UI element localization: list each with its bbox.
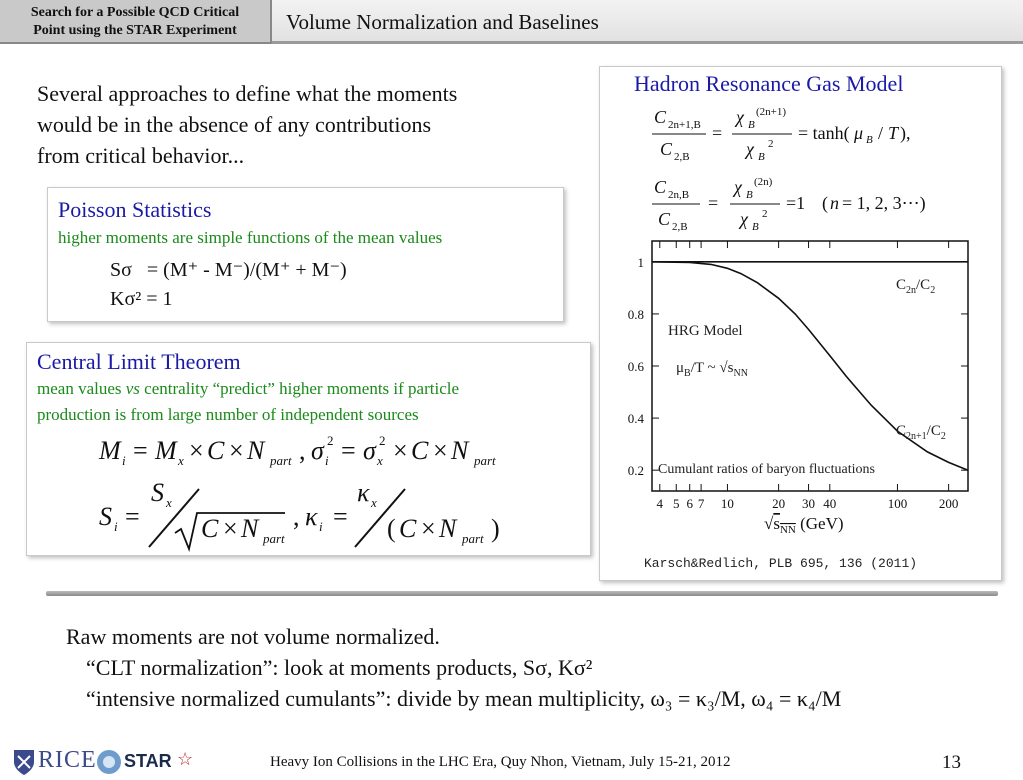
svg-text:part: part [474,453,496,468]
series-label-c2n: $C_{2n}/C_2$ [896,277,936,296]
svg-text:N: N [439,514,457,543]
clt-formulas [89,429,559,553]
svg-text:C: C [658,209,671,229]
svg-text:,: , [293,502,300,531]
rice-logo: RICE [38,747,97,773]
svg-text:C: C [411,436,429,465]
svg-text:=: = [333,502,348,531]
central-limit-theorem-card [26,342,591,556]
svg-text:×: × [421,514,436,543]
bottom-line-1: Raw moments are not volume normalized. [66,624,440,649]
svg-text:x: x [377,453,383,468]
svg-text:part: part [270,453,292,468]
y-tick-label: 0.6 [627,359,644,374]
svg-text:T: T [888,123,899,143]
svg-text:(: ( [822,193,828,213]
svg-text:=: = [712,123,723,143]
y-tick-label: 0.4 [627,411,644,427]
svg-text:σ: σ [311,436,324,465]
svg-text:M: M [99,436,121,465]
svg-text:N: N [247,436,265,465]
x-tick-label: 4 [656,496,664,511]
x-tick-label: 6 [686,496,693,511]
svg-text:(2n+1): (2n+1) [756,106,787,118]
svg-text:S: S [99,502,112,531]
svg-text:): ) [491,514,500,543]
svg-text:×: × [433,436,448,465]
svg-text:2n+1,B: 2n+1,B [668,119,701,131]
svg-text:=: = [133,436,148,465]
x-tick-label: 20 [772,496,786,511]
svg-text:2: 2 [327,433,334,448]
clt-heading: Central Limit Theorem [37,349,241,374]
svg-text:×: × [393,436,408,465]
svg-text:χ: χ [736,107,744,127]
hrg-model-card [599,66,1002,581]
svg-text:C: C [660,139,673,159]
svg-text:2: 2 [768,138,774,150]
x-tick-label: 5 [673,496,680,511]
poisson-note: higher moments are simple functions of the mean values [58,228,443,247]
svg-text:σ: σ [363,436,376,465]
svg-text:2,B: 2,B [674,151,690,163]
svg-text:B: B [758,151,765,163]
annotation-cumulant-ratios: Cumulant ratios of baryon fluctuations [658,462,875,477]
y-tick-label: 0.2 [627,463,644,479]
svg-text:M: M [155,436,177,465]
svg-text:κ: κ [305,502,318,531]
svg-text:(: ( [387,514,396,543]
x-tick-label: 7 [697,496,705,511]
svg-text:C: C [654,107,667,127]
svg-text:C: C [201,514,219,543]
svg-text:2n,B: 2n,B [668,189,690,201]
conference-label: Heavy Ion Collisions in the LHC Era, Quy Nhon, Vietnam, July 15-21, 2012 [270,754,731,770]
section-divider [46,591,998,596]
section-label-line1: Search for a Possible QCD Critical [30,5,240,20]
intro-line: would be in the absence of any contributions [37,112,432,137]
svg-text:part: part [263,531,285,546]
bottom-text [66,621,841,714]
star-symbol-icon: ☆ [177,749,194,769]
annotation-mub-t: $\mu_B/T$ ~ $√s_{NN}$ [676,360,748,379]
svg-text:×: × [223,514,238,543]
slide-title: Volume Normalization and Baselines [286,10,599,34]
y-tick-label: 0.8 [627,306,644,322]
svg-text:i: i [325,453,329,468]
rice-shield-icon [12,748,36,776]
svg-text:S: S [151,478,164,507]
svg-text:B: B [866,134,873,146]
svg-text:×: × [229,436,244,465]
x-tick-label: 200 [938,496,959,511]
svg-text:2,B: 2,B [672,221,688,233]
svg-text:C: C [399,514,417,543]
svg-text:2: 2 [762,208,768,220]
x-tick-label: 10 [720,496,734,511]
y-tick-label: 1 [637,254,644,270]
svg-text:×: × [189,436,204,465]
hrg-formulas [642,103,982,243]
svg-text:μ: μ [854,123,864,143]
svg-text:part: part [462,531,484,546]
page-number: 13 [942,752,961,773]
poisson-statistics-card [47,187,564,322]
svg-text:x: x [371,495,377,510]
bottom-line-2: “CLT normalization”: look at moments products, Sσ, Kσ² [86,655,593,680]
svg-text:n: n [830,193,839,213]
svg-text:=1: =1 [786,193,806,213]
svg-text:χ: χ [734,177,742,197]
series-label-c2n1: $C_{2n+1}/C_2$ [896,423,946,442]
kurtosis-equation: Kσ² = 1 [110,288,173,310]
svg-text:B: B [748,119,755,131]
svg-text:=: = [708,193,719,213]
svg-text:i: i [122,453,126,468]
hrg-citation: Karsch&Redlich, PLB 695, 136 (2011) [644,556,918,571]
intro-text [37,78,457,171]
svg-text:N: N [451,436,469,465]
skewness-equation: Sσ = (M⁺ - M⁻)/(M⁺ + M⁻) [110,259,347,281]
svg-text:χ: χ [746,139,754,159]
x-tick-label: 40 [823,496,837,511]
svg-text:2: 2 [379,433,386,448]
svg-text:x: x [178,453,184,468]
svg-text:i: i [319,519,323,534]
svg-text:χ: χ [740,209,748,229]
svg-text:,: , [299,436,306,465]
x-tick-label: 30 [802,496,816,511]
section-label-box [0,0,272,44]
annotation-hrg-model: HRG Model [668,323,743,339]
svg-text:B: B [752,221,759,233]
svg-text:C: C [207,436,225,465]
cumulant-ratio-chart [606,237,996,547]
clt-note-line2: production is from large number of independent sources [37,405,419,424]
svg-text:/: / [878,123,884,143]
x-axis-label: $√s_{NN}$ (GeV) [764,514,844,536]
svg-text:= tanh(: = tanh( [798,123,850,143]
svg-text:=: = [341,436,356,465]
svg-text:i: i [114,519,118,534]
footer [0,745,1023,780]
svg-text:C: C [654,177,667,197]
intro-line: from critical behavior... [37,143,245,168]
svg-text:),: ), [900,123,911,143]
svg-text:x: x [166,495,172,510]
svg-text:κ: κ [357,478,370,507]
section-label-line2: Point using the STAR Experiment [33,23,237,38]
x-tick-label: 100 [887,496,908,511]
bottom-line-3: “intensive normalized cumulants”: divide by mean multiplicity, ω₃ = κ₃/M, ω₄ = κ₄/M [86,686,842,711]
svg-text:B: B [746,189,753,201]
poisson-heading: Poisson Statistics [58,197,212,222]
clt-note-line1: mean values vs centrality “predict” higher moments if particle [37,379,460,398]
hrg-heading: Hadron Resonance Gas Model [634,71,904,96]
star-detector-icon [92,748,126,776]
svg-text:=: = [125,502,140,531]
svg-text:(2n): (2n) [754,176,773,188]
star-logo: STAR [124,751,172,771]
svg-text:N: N [241,514,259,543]
intro-line: Several approaches to define what the moments [37,81,458,106]
svg-text:= 1, 2, 3⋯): = 1, 2, 3⋯) [842,193,926,213]
